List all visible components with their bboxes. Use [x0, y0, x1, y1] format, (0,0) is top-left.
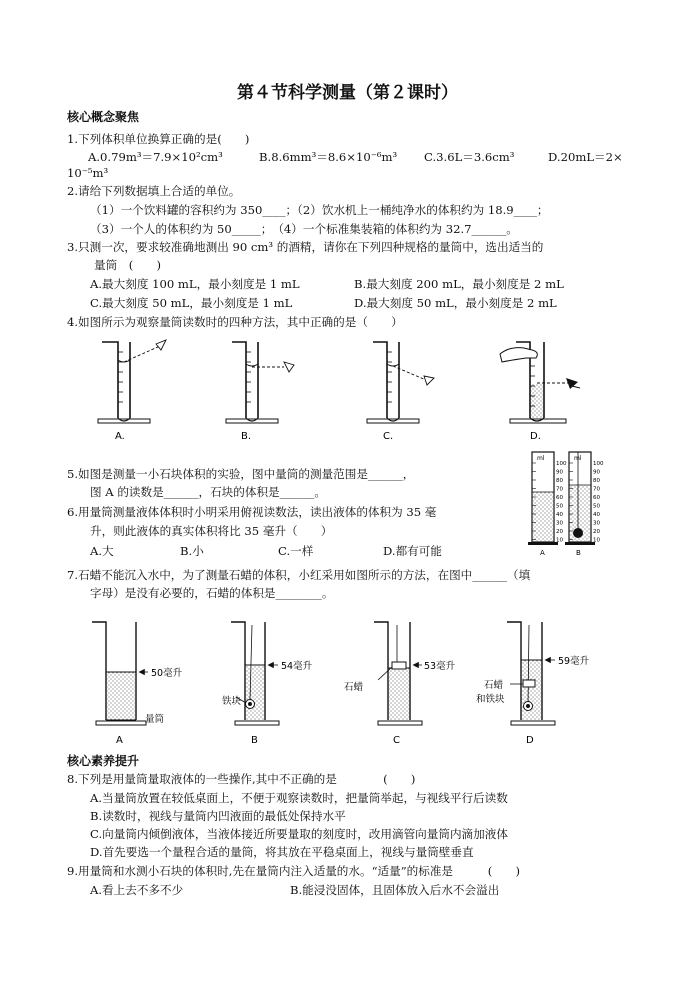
q4-stem: 4.如图所示为观察量筒读数时的四种方法，其中正确的是（ ）	[67, 315, 403, 329]
q3-option-d: D.最大刻度 50 mL，最小刻度是 2 mL	[354, 296, 557, 310]
q7-volume-a: 50毫升	[151, 668, 183, 679]
q5-tick-label: 10	[556, 537, 563, 544]
q3-option-c: C.最大刻度 50 mL，最小刻度是 1 mL	[90, 296, 293, 310]
q4-cylinder-b	[226, 342, 294, 423]
q5-tick-label: 90	[593, 469, 600, 476]
q5-tick-label: 80	[593, 478, 600, 484]
q5-label-a: A	[540, 549, 545, 557]
q7-iron-label: 铁块	[222, 696, 242, 707]
q6-option-a: A.大	[90, 544, 114, 558]
q3-stem: 3.只测一次，要求较准确地测出 90 cm³ 的酒精，请你在下列四种规格的量筒中，选出适当的	[67, 240, 544, 254]
q5-tick-label: 70	[593, 486, 600, 493]
q7-cylinder-b	[222, 622, 313, 725]
q5-cylinder-b	[565, 452, 604, 545]
q7-label-c: C	[393, 735, 400, 746]
section-heading-core-concepts: 核心概念聚焦	[67, 110, 140, 124]
q2-line1: （1）一个饮料罐的容积约为 350____；（2）饮水机上一桶纯净水的体积约为 18.9____；	[90, 203, 549, 217]
q5-tick-label: 20	[593, 529, 600, 535]
q9-option-b: B.能浸没固体，且固体放入后水不会溢出	[290, 883, 500, 897]
q1-option-c: C.3.6L＝3.6cm³	[424, 150, 515, 164]
q1-option-d-cont: 10⁻⁵m³	[67, 166, 109, 180]
q7-label-d: D	[526, 735, 534, 746]
q5-tick-label: 40	[556, 512, 563, 518]
q5-tick-label: 60	[593, 495, 600, 501]
q5-line1: 5.如图是测量一小石块体积的实验，图中量筒的测量范围是______，	[67, 467, 415, 481]
q7-cylinder-label: 量筒	[145, 714, 165, 725]
q5-tick-label: 50	[556, 503, 563, 510]
q6-option-c: C.一样	[278, 544, 314, 558]
q7-cylinder-a	[92, 622, 183, 725]
q5-cylinder-a	[528, 452, 567, 545]
q5-tick-label: 90	[556, 469, 563, 476]
q3-stem-cont: 量筒 ( )	[94, 258, 162, 272]
q1-option-a: A.0.79m³＝7.9×10²cm³	[88, 150, 223, 164]
q5-tick-label: 70	[556, 486, 563, 493]
q8-option-a: A.当量筒放置在较低桌面上，不便于观察读数时，把量筒举起，与视线平行后读数	[90, 791, 508, 805]
q5-tick-label: 50	[593, 503, 600, 510]
q2-stem: 2.请给下列数据填上合适的单位。	[67, 184, 241, 198]
q1-option-d: D.20mL＝2×	[548, 150, 623, 164]
q5-tick-label: 30	[556, 520, 563, 527]
q7-line2: 字母）是没有必要的，石蜡的体积是________。	[90, 586, 334, 600]
q6-option-d: D.都有可能	[383, 544, 442, 558]
stone-icon	[573, 528, 583, 538]
q4-label-a: A.	[115, 431, 125, 442]
q7-cylinder-c	[344, 622, 456, 725]
q5-tick-label: 100	[593, 461, 604, 467]
q4-label-b: B.	[241, 431, 252, 442]
q5-tick-label: 100	[556, 461, 567, 467]
q4-cylinder-c	[367, 342, 434, 423]
q7-waxiron-label-2: 和铁块	[476, 694, 505, 705]
q5-tick-label: 30	[593, 520, 600, 527]
q5-tick-label: 40	[593, 512, 600, 518]
q6-option-b: B.小	[180, 544, 204, 558]
q7-wax-label: 石蜡	[344, 682, 364, 693]
q7-line1: 7.石蜡不能沉入水中，为了测量石蜡的体积，小红采用如图所示的方法，在图中______（填	[67, 568, 531, 582]
q8-option-b: B.读数时，视线与量筒内凹液面的最低处保持水平	[90, 809, 346, 823]
q7-volume-d: 59毫升	[558, 656, 590, 667]
q5-unit-a: ml	[537, 455, 545, 462]
page-title: 第４节科学测量（第２课时）	[237, 83, 458, 103]
q5-line2: 图 A 的读数是______，石块的体积是______。	[90, 485, 327, 499]
q7-waxiron-label-1: 石蜡	[484, 680, 504, 691]
q7-volume-b: 54毫升	[281, 661, 313, 672]
q8-option-c: C.向量筒内倾倒液体，当液体接近所要量取的刻度时，改用滴管向量筒内滴加液体	[90, 827, 508, 841]
q1-option-b: B.8.6mm³＝8.6×10⁻⁶m³	[259, 150, 398, 164]
q8-option-d: D.首先要选一个量程合适的量筒，将其放在平稳桌面上，视线与量筒壁垂直	[90, 845, 474, 859]
q6-line2: 升，则此液体的真实体积将比 35 毫升（ ）	[90, 524, 333, 538]
q7-cylinder-d	[476, 622, 590, 725]
q4-label-d: D.	[530, 431, 541, 442]
q5-figure	[528, 452, 604, 557]
q2-line2: （3）一个人的体积约为 50_____； （4）一个标准集装箱的体积约为 32.7______。	[90, 222, 518, 236]
section-heading-core-literacy: 核心素养提升	[67, 754, 140, 768]
q3-option-a: A.最大刻度 100 mL，最小刻度是 1 mL	[90, 277, 300, 291]
q5-unit-b: ml	[574, 455, 582, 462]
q4-cylinder-d	[500, 342, 580, 423]
q9-option-a: A.看上去不多不少	[90, 883, 184, 897]
q4-label-c: C.	[383, 431, 394, 442]
q9-stem: 9.用量筒和水测小石块的体积时,先在量筒内注入适量的水。“适量”的标准是 ( )	[67, 864, 521, 878]
q8-stem: 8.下列是用量筒量取液体的一些操作,其中不正确的是 ( )	[67, 772, 416, 786]
q5-tick-label: 80	[556, 478, 563, 484]
q5-tick-label: 10	[593, 537, 600, 544]
q4-figure	[98, 340, 580, 442]
q3-option-b: B.最大刻度 200 mL，最小刻度是 2 mL	[354, 277, 564, 291]
q1-stem: 1.下列体积单位换算正确的是( )	[67, 132, 250, 146]
q7-label-a: A	[116, 735, 123, 746]
q5-label-b: B	[576, 549, 581, 557]
q5-tick-label: 60	[556, 495, 563, 501]
q7-label-b: B	[251, 735, 258, 746]
q4-cylinder-a	[98, 340, 166, 423]
q7-volume-c: 53毫升	[424, 661, 456, 672]
q5-tick-label: 20	[556, 529, 563, 535]
q7-figure	[92, 622, 590, 746]
q6-line1: 6.用量筒测量液体体积时小明采用俯视读数法，读出液体的体积为 35 毫	[67, 505, 437, 519]
